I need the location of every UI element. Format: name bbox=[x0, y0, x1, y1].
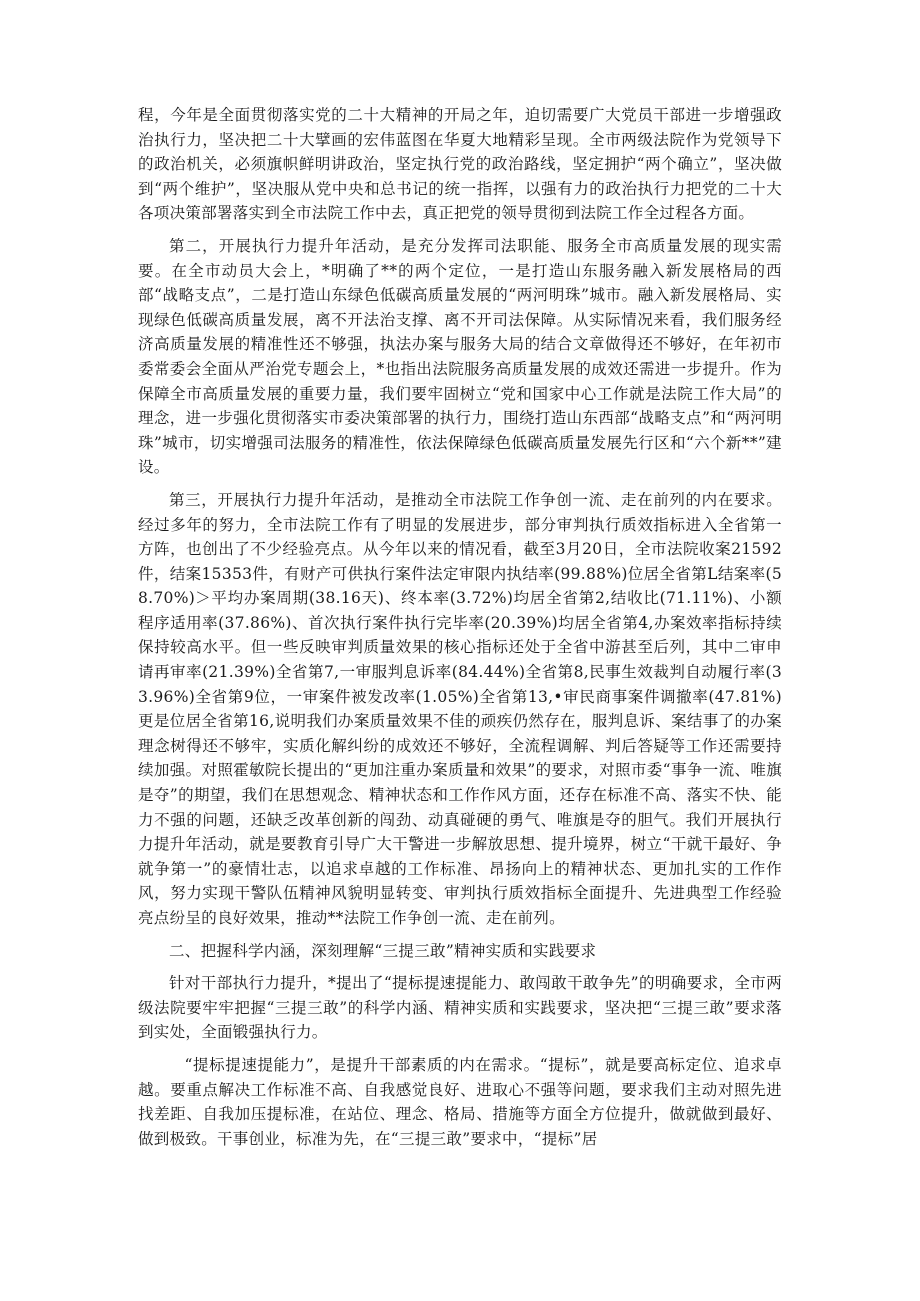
paragraph-second-point: 第二，开展执行力提升年活动，是充分发挥司法职能、服务全市高质量发展的现实需要。在全市动员大会上，*明确了**的两个定位，一是打造山东服务融入新发展格局的西部“战略支点”，二是打造山东绿色低碳高质量发展的“两河明珠”城市。融入新发展格局、实现绿色低碳高质量发展，离不开法治支撑、离不开司法保障。从实际情况来看，我们服务经济高质量发展的精准性还不够强，执法办案与服务大局的结合文章做得还不够好，在年初市委常委会全面从严治党专题会上，*也指出法院服务高质量发展的成效还需进一步提升。作为保障全市高质量发展的重要力量，我们要牢固树立“党和国家中心工作就是法院工作大局”的理念，进一步强化贯彻落实市委决策部署的执行力，围绕打造山东西部“战略支点”和“两河明珠”城市，切实增强司法服务的精准性，依法保障绿色低碳高质量发展先行区和“六个新**”建设。 bbox=[138, 236, 782, 477]
paragraph-third-point: 第三，开展执行力提升年活动，是推动全市法院工作争创一流、走在前列的内在要求。经过多年的努力，全市法院工作有了明显的发展进步，部分审判执行质效指标进入全省第一方阵，也创出了不少经验亮点。从今年以来的情况看，截至3月20日，全市法院收案21592件，结案15353件，有财产可供执行案件法定审限内执结率(99.88%)位居全省第L结案率(58.70%)＞平均办案周期(38.16天)、终本率(3.72%)均居全省第2,结收比(71.11%)、小额程序适用率(37.86%)、首次执行案件执行完毕率(20.39%)均居全省第4,办案效率指标持续保持较高水平。但一些反映审判质量效果的核心指标还处于全省中游甚至后列，其中二审申请再审率(21.39%)全省第7,一审服判息诉率(84.44%)全省第8,民事生效裁判自动履行率(33.96%)全省第9位，一审案件被发改率(1.05%)全省第13,•审民商事案件调撤率(47.81%)更是位居全省第16,说明我们办案质量效果不佳的顽疾仍然存在，服判息诉、案结事了的办案理念树得还不够牢，实质化解纠纷的成效还不够好，全流程调解、判后答疑等工作还需要持续加强。对照霍敏院长提出的“更加注重办案质量和效果”的要求，对照市委“事争一流、唯旗是夺”的期望，我们在思想观念、精神状态和工作作风方面，还存在标准不高、落实不快、能力不强的问题，还缺乏改革创新的闯劲、动真碰硬的勇气、唯旗是夺的胆气。我们开展执行力提升年活动，就是要教育引导广大干警进一步解放思想、提升境界，树立“干就干最好、争就争第一”的豪情壮志，以追求卓越的工作标准、昂扬向上的精神状态、更加扎实的工作作风，努力实现干警队伍精神风貌明显转变、审判执行质效指标全面提升、先进典型工作经验亮点纷呈的良好效果，推动**法院工作争创一流、走在前列。 bbox=[138, 490, 782, 927]
paragraph-requirements: 针对干部执行力提升，*提出了“提标提速提能力、敢闯敢干敢争先”的明确要求，全市两级法院要牢牢把握“三提三敢”的科学内涵、精神实质和实践要求，坚决把“三提三敢”要求落到实处，全面锻强执行力。 bbox=[138, 974, 782, 1042]
section-heading-two: 二、把握科学内涵，深刻理解“三提三敢”精神实质和实践要求 bbox=[169, 941, 597, 960]
paragraph-continued: 程，今年是全面贯彻落实党的二十大精神的开局之年，迫切需要广大党员干部进一步增强政治执行力，坚决把二十大擘画的宏伟蓝图在华夏大地精彩呈现。全市两级法院作为党领导下的政治机关，必须旗帜鲜明讲政治，坚定执行党的政治路线，坚定拥护“两个确立”，坚决做到“两个维护”，坚决服从党中央和总书记的统一指挥，以强有力的政治执行力把党的二十大各项决策部署落实到全市法院工作中去，真正把党的领导贯彻到法院工作全过程各方面。 bbox=[138, 106, 782, 223]
document-page bbox=[138, 103, 782, 1159]
paragraph-raise-standards: “提标提速提能力”，是提升干部素质的内在需求。“提标”，就是要高标定位、追求卓越。要重点解决工作标准不高、自我感觉良好、进取心不强等问题，要求我们主动对照先进找差距、自我加压提标准，在站位、理念、格局、措施等方面全方位提升，做就做到最好、做到极致。干事创业，标准为先，在“三提三敢”要求中，“提标”居 bbox=[138, 1055, 782, 1148]
